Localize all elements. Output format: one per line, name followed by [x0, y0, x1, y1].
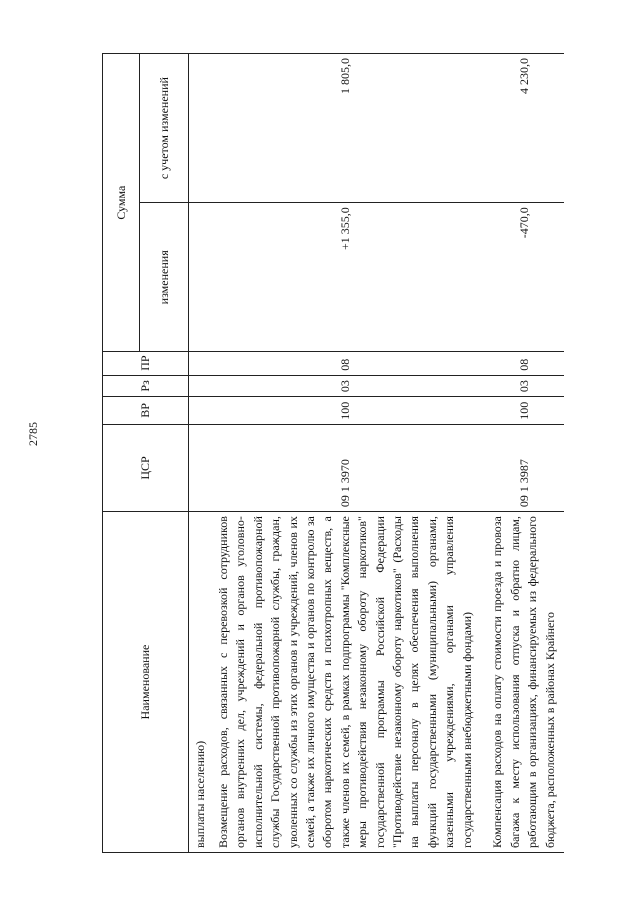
row-changes: +1 355,0 — [213, 203, 476, 352]
row-changes — [189, 203, 214, 352]
table-header — [103, 54, 189, 853]
table-row — [482, 54, 564, 853]
rotated-page — [102, 53, 624, 853]
header-csr: ЦСР — [103, 424, 189, 511]
header-sum: Сумма — [103, 54, 140, 352]
row-rz: 03 — [213, 375, 476, 396]
row-rz — [189, 375, 214, 396]
header-changes: изменения — [140, 203, 189, 352]
row-vr — [189, 397, 214, 425]
table-row — [189, 54, 214, 853]
page-number: 2785 — [26, 422, 40, 446]
row-name: выплаты населению) — [189, 512, 214, 853]
row-csr: 09 1 3987 — [482, 424, 564, 511]
row-vr: 100 — [482, 397, 564, 425]
row-csr: 09 1 3970 — [213, 424, 476, 511]
row-pr: 08 — [482, 352, 564, 375]
row-with-changes: 4 230,0 — [482, 54, 564, 203]
row-vr: 100 — [213, 397, 476, 425]
budget-table — [102, 53, 564, 853]
row-pr — [189, 352, 214, 375]
table-row — [213, 54, 476, 853]
row-with-changes — [189, 54, 214, 203]
header-rz: Рз — [103, 375, 189, 396]
header-name: Наименование — [103, 512, 189, 853]
header-pr: ПР — [103, 352, 189, 375]
row-changes: -470,0 — [482, 203, 564, 352]
row-pr: 08 — [213, 352, 476, 375]
row-name: Возмещение расходов, связанных с перевозкой сотрудников органов внутренних дел, учреждений и органов уголовно-исполнительной системы, федеральной противопожарной службы Государственной противопожарной службы, граждан, уволенных со службы из этих органов и учреждений, членов их семей, а также их личного имущества и органов по контролю за оборотом наркотических средств и психотропных веществ, а также членов их семей, в рамках подпрограммы "Комплексные меры противодействия незаконному обороту наркотиков" государственной программы Российской Федерации "Противодействие незаконному обороту наркотиков" (Расходы на выплаты персоналу в целях обеспечения выполнения функций государственными (муниципальными) органами, казенными учреждениями, органами управления государственными внебюджетными фондами) — [213, 512, 476, 853]
header-vr: ВР — [103, 397, 189, 425]
row-csr — [189, 424, 214, 511]
header-with-changes: с учетом изменений — [140, 54, 189, 203]
row-with-changes: 1 805,0 — [213, 54, 476, 203]
row-rz: 03 — [482, 375, 564, 396]
row-name: Компенсация расходов на оплату стоимости проезда и провоза багажа к месту использования отпуска и обратно лицам, работающим в организациях, финансируемых из федерального бюджета, расположенных в районах Крайнего — [482, 512, 564, 853]
